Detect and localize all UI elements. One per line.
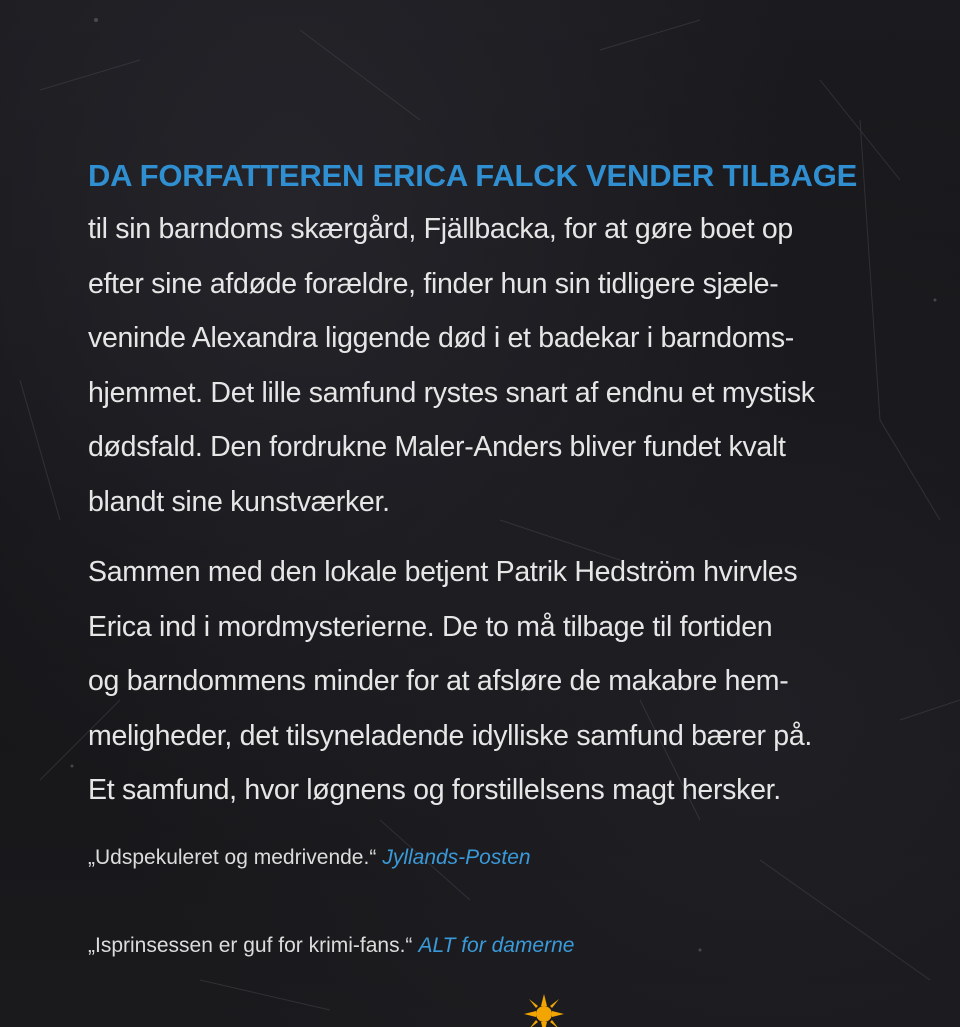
synopsis-line: Sammen med den lokale betjent Patrik Hedström hvirvles	[88, 556, 798, 588]
synopsis-line: meligheder, det tilsyneladende idylliske samfund bærer på.	[88, 719, 813, 752]
review-quote-1	[88, 846, 531, 870]
quote-text: „Isprinsessen er guf for krimi-fans.“	[88, 934, 413, 957]
synopsis-line: dødsfald. Den fordrukne Maler-Anders bliver fundet kvalt	[88, 431, 786, 463]
headline: DA FORFATTEREN ERICA FALCK VENDER TILBAGE	[88, 158, 858, 193]
synopsis-line: efter sine afdøde forældre, finder hun sin tidligere sjæle-	[88, 267, 779, 300]
synopsis-line: blandt sine kunstværker.	[88, 485, 390, 518]
quote-source: Jyllands-Posten	[382, 846, 531, 869]
synopsis-line: og barndommens minder for at afsløre de makabre hem-	[88, 665, 789, 697]
synopsis-line: veninde Alexandra liggende død i et badekar i barndoms-	[88, 322, 794, 354]
synopsis-line: Et samfund, hvor løgnens og forstillelsens magt hersker.	[88, 774, 781, 806]
quote-source: ALT for damerne	[418, 934, 575, 957]
quote-text: „Udspekuleret og medrivende.“	[88, 846, 377, 869]
synopsis-line: til sin barndoms skærgård, Fjällbacka, for at gøre boet op	[88, 213, 793, 245]
synopsis-line: hjemmet. Det lille samfund rystes snart af endnu et mystisk	[88, 376, 815, 409]
synopsis-paragraph-2	[88, 545, 812, 818]
review-quote-2	[88, 934, 574, 958]
synopsis-line: Erica ind i mordmysterierne. De to må tilbage til fortiden	[88, 610, 773, 643]
sun-logo-icon	[524, 994, 564, 1027]
synopsis-paragraph-1	[88, 202, 815, 529]
